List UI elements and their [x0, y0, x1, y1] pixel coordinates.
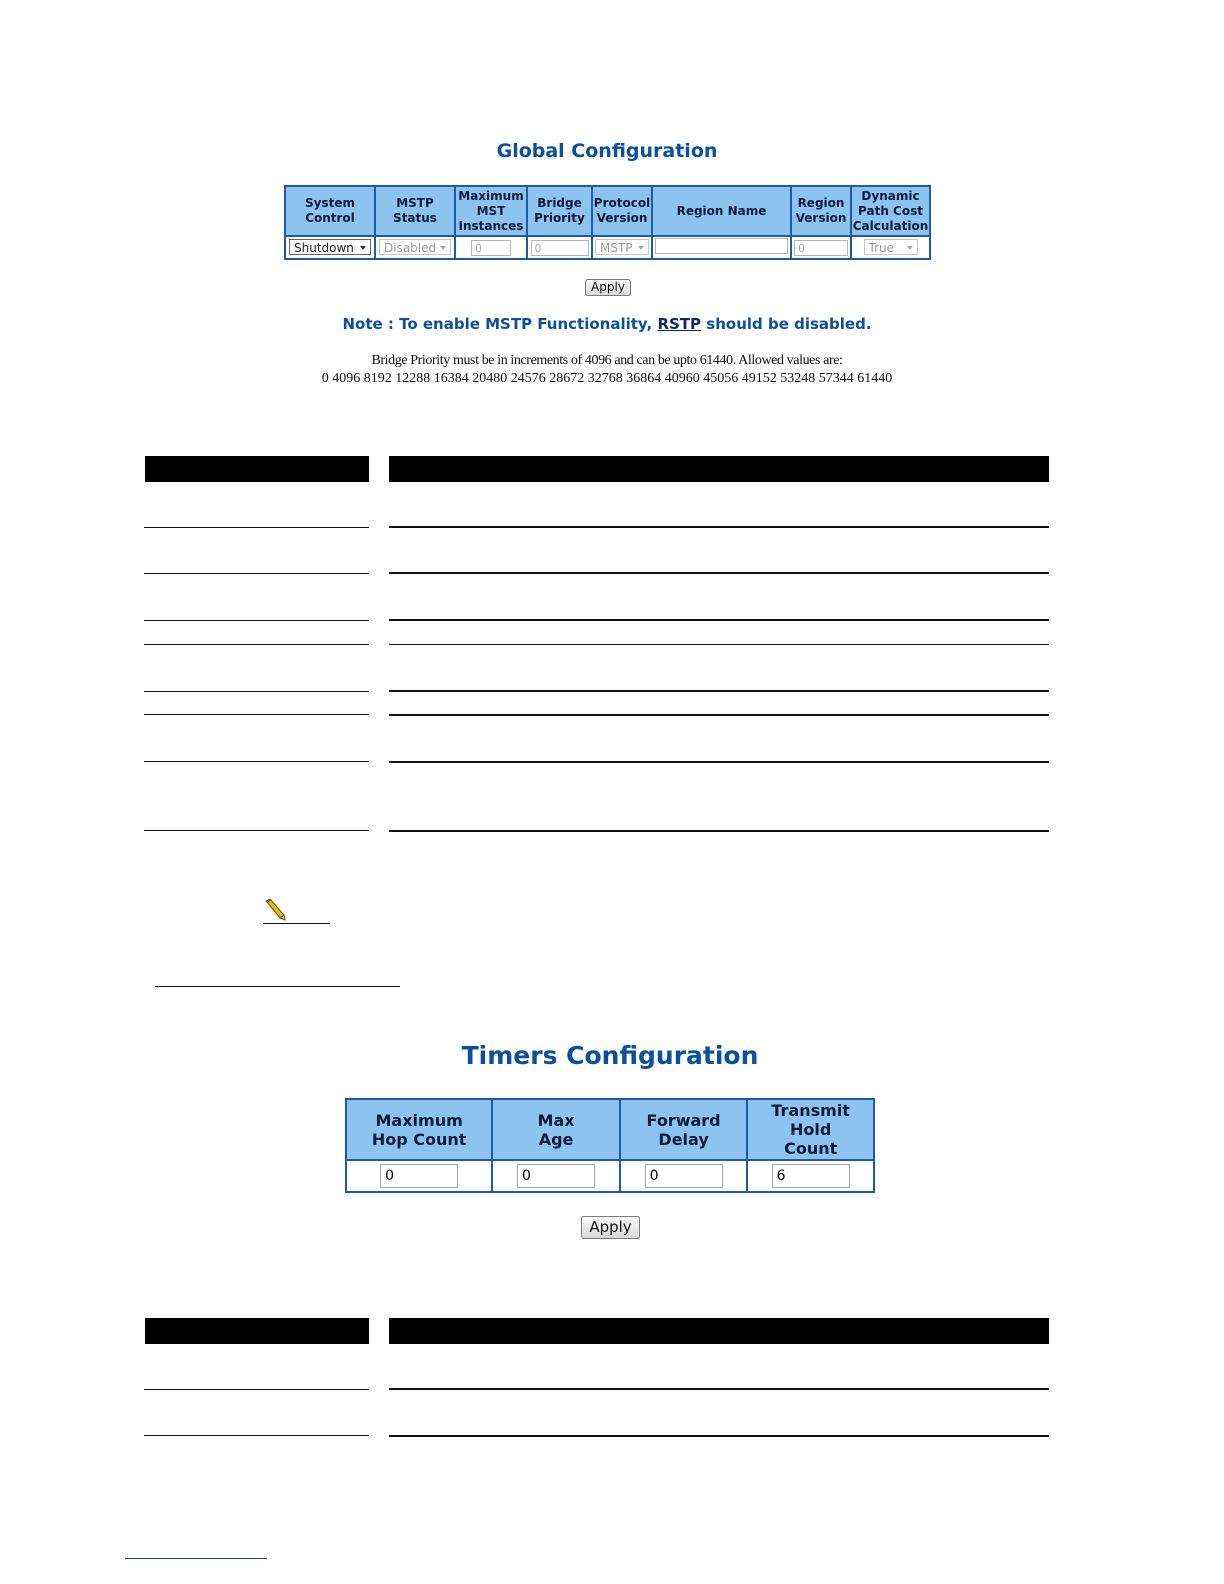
timers-apply-button[interactable]: Apply: [581, 1216, 640, 1239]
footer-link-line: [125, 1558, 267, 1559]
chevron-down-icon: [440, 246, 446, 250]
forward-delay-input[interactable]: 0: [645, 1164, 723, 1188]
row-divider-right: [389, 714, 1049, 716]
system-control-select[interactable]: Shutdown: [289, 239, 371, 255]
header-protocol-version: Protocol Version: [592, 186, 652, 236]
max-mst-instances-input[interactable]: 0: [471, 240, 511, 256]
row-divider-left: [144, 527, 369, 528]
rstp-link[interactable]: RSTP: [657, 315, 702, 333]
row-divider-right: [389, 1388, 1049, 1390]
global-config-table: [284, 185, 931, 260]
row-divider-right: [389, 1435, 1049, 1437]
row-divider-left: [144, 644, 369, 645]
row-divider-left: [144, 691, 369, 692]
protocol-version-select[interactable]: MSTP: [595, 239, 649, 255]
global-config-title: Global Configuration: [496, 140, 718, 162]
region-name-input[interactable]: [655, 238, 788, 254]
table-header-left: [145, 1318, 369, 1344]
table-header-right: [389, 456, 1049, 482]
timers-config-title: Timers Configuration: [461, 1041, 759, 1070]
header-max-age: Max Age: [492, 1099, 620, 1160]
chevron-down-icon: [907, 246, 913, 250]
row-divider-left: [144, 573, 369, 574]
row-divider-right: [389, 690, 1049, 692]
bridge-priority-input[interactable]: 0: [531, 240, 589, 256]
dynamic-path-cost-select[interactable]: True: [864, 239, 918, 255]
table-header-right: [389, 1318, 1049, 1344]
global-apply-button[interactable]: Apply: [585, 279, 631, 296]
bridge-priority-info: Bridge Priority must be in increments of 4096 and can be upto 61440. Allowed values are: 0 4096 8192 12288 16384 20480 24576 28672 32768 36864 40960 45056 49152 53248 57344 61440: [321, 353, 893, 386]
row-divider-right: [389, 761, 1049, 763]
row-divider-left: [144, 761, 369, 762]
chevron-down-icon: [638, 246, 644, 250]
region-version-input[interactable]: 0: [794, 240, 848, 256]
mstp-note: Note : To enable MSTP Functionality, RSTP should be disabled.: [342, 315, 872, 333]
header-region-name: Region Name: [652, 186, 791, 236]
chevron-down-icon: [360, 246, 366, 250]
row-divider-left: [144, 1435, 369, 1436]
row-divider-left: [144, 1389, 369, 1390]
row-divider-left: [144, 714, 369, 715]
transmit-hold-count-input[interactable]: 6: [772, 1164, 850, 1188]
note-underline: [263, 923, 330, 924]
header-transmit-hold-count: Transmit Hold Count: [747, 1099, 874, 1160]
row-divider-right: [389, 644, 1049, 645]
header-system-control: System Control: [285, 186, 375, 236]
header-max-hop-count: Maximum Hop Count: [346, 1099, 492, 1160]
row-divider-right: [389, 526, 1049, 528]
row-divider-left: [144, 830, 369, 831]
timers-config-table: [345, 1098, 875, 1193]
row-divider-left: [144, 620, 369, 621]
header-dynamic-path-cost: Dynamic Path Cost Calculation: [851, 186, 930, 236]
table-header-left: [145, 456, 369, 482]
row-divider-right: [389, 572, 1049, 574]
max-age-input[interactable]: 0: [517, 1164, 595, 1188]
header-mstp-status: MSTP Status: [375, 186, 455, 236]
section-divider: [155, 986, 400, 987]
header-forward-delay: Forward Delay: [620, 1099, 748, 1160]
row-divider-right: [389, 830, 1049, 832]
row-divider-right: [389, 619, 1049, 621]
header-bridge-priority: Bridge Priority: [527, 186, 592, 236]
max-hop-count-input[interactable]: 0: [380, 1164, 458, 1188]
mstp-status-select[interactable]: Disabled: [379, 239, 451, 255]
header-max-mst-instances: Maximum MST Instances: [455, 186, 527, 236]
pencil-icon: [264, 898, 288, 922]
header-region-version: Region Version: [791, 186, 851, 236]
